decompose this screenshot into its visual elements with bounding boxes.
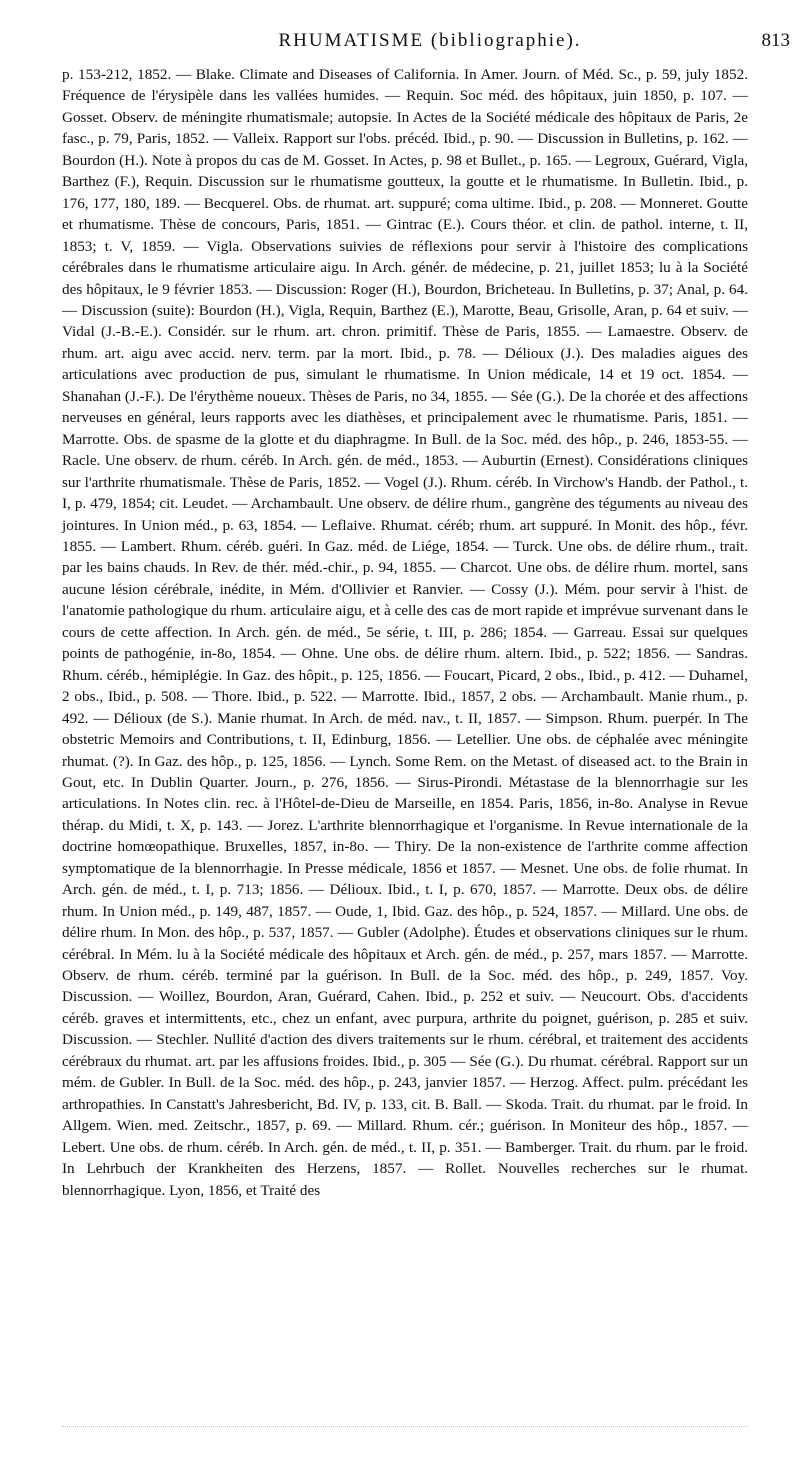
running-title: RHUMATISME (bibliographie). [278, 30, 582, 51]
bibliography-paragraph: p. 153-212, 1852. — Blake. Climate and Diseases of California. In Amer. Journ. of Méd. Sc., p. 59, july 1852. Fréquence de l'érysipèle dans les vallées humides. — Requin. Soc méd. des hôpitaux, juin 1850, p. 107. — Gosset. Observ. de méningite rhumatismale; autopsie. In Actes de la Société médicale des hôpitaux de Paris, 2e fasc., p. 79, Paris, 1852. — Valleix. Rapport sur l'obs. précéd. Ibid., p. 90. — Discussion in Bulletins, p. 162. — Bourdon (H.). Note à propos du cas de M. Gosset. In Actes, p. 98 et Bullet., p. 165. — Legroux, Guérard, Vigla, Barthez (F.), Requin. Discussion sur le rhumatisme goutteux, la goutte et le rhumatisme. In Bulletin. Ibid., p. 176, 177, 180, 189. — Becquerel. Obs. de rhumat. art. suppuré; coma ultime. Ibid., p. 208. — Monneret. Goutte et rhumatisme. Thèse de concours, Paris, 1851. — Gintrac (E.). Cours théor. et clin. de pathol. interne, t. II, 1853; t. V, 1859. — Vigla. Observations suivies de réflexions pour servir à l'histoire des complications cérébrales dans le rhumatisme articulaire aigu. In Arch. génér. de médecine, p. 21, juillet 1853; lu à la Société des hôpitaux, le 9 février 1853. — Discussion: Roger (H.), Bourdon, Bricheteau. In Bulletins, p. 37; Anal, p. 64. — Discussion (suite): Bourdon (H.), Vigla, Requin, Barthez (E.), Marotte, Beau, Grisolle, Aran, p. 64 et suiv. — Vidal (J.-B.-E.). Considér. sur le rhum. art. chron. primitif. Thèse de Paris, 1855. — Lamaestre. Observ. de rhum. art. aigu avec accid. nerv. term. par la mort. Ibid., p. 78. — Délioux (J.). Des maladies aigues des articulations avec production de pus, simulant le rhumatisme. In Union médicale, 14 et 19 oct. 1854. — Shanahan (J.-F.). De l'érythème noueux. Thèses de Paris, no 34, 1855. — Sée (G.). De la chorée et des affections nerveuses en général, leurs rapports avec les diathèses, et principalement avec le rhumatisme. Paris, 1851. — Marrotte. Obs. de spasme de la glotte et du diaphragme. In Bull. de la Soc. méd. des hôp., p. 246, 1853-55. — Racle. Une observ. de rhum. céréb. In Arch. gén. de méd., 1853. — Auburtin (Ernest). Considérations cliniques sur l'arthrite rhumatismale. Thèse de Paris, 1852. — Vogel (J.). Rhum. céréb. In Virchow's Handb. der Pathol., t. I, p. 479, 1854; cit. Leudet. — Archambault. Une observ. de délire rhum., gangrène des téguments au niveau des jointures. In Union méd., p. 63, 1854. — Leflaive. Rhumat. céréb; rhum. art suppuré. In Monit. des hôp., févr. 1855. — Lambert. Rhum. céréb. guéri. In Gaz. méd. de Liége, 1854. — Turck. Une obs. de délire rhum., trait. par les bains chauds. In Rev. de thér. méd.-chir., p. 94, 1855. — Charcot. Une obs. de délire rhum. mortel, sans aucune lésion cérébrale, inédite, in Mém. d'Ollivier et Ranvier. — Cossy (J.). Mém. pour servir à l'hist. de l'anatomie pathologique du rhum. articulaire aigu, et à celle des cas de mort rapide et imprévue survenant dans le cours de cette affection. In Arch. gén. de méd., 5e série, t. III, p. 286; 1854. — Garreau. Essai sur quelques points de pathogénie, in-8o, 1854. — Ohne. Une obs. de délire rhum. altern. Ibid., p. 522; 1856. — Sandras. Rhum. céréb., hémiplégie. In Gaz. des hôpit., p. 125, 1856. — Foucart, Picard, 2 obs., Ibid., p. 412. — Duhamel, 2 obs., Ibid., p. 508. — Thore. Ibid., p. 522. — Marrotte. Ibid., 1857, 2 obs. — Archambault. Manie rhum., p. 492. — Délioux (de S.). Manie rhumat. In Arch. de méd. nav., t. II, 1857. — Simpson. Rhum. puerpér. In The obstetric Memoirs and Contributions, t. II, Edinburg, 1856. — Letellier. Une obs. de céphalée avec méningite rhumat. (?). In Gaz. des hôp., p. 125, 1856. — Lynch. Some Rem. on the Metast. of diseased act. to the Brain in Gout, etc. In Dublin Quarter. Journ., p. 276, 1856. — Sirus-Pirondi. Métastase de la blennorrhagie sur les articulations. In Notes clin. rec. à l'Hôtel-de-Dieu de Marseille, en 1854. Paris, 1856, in-8o. Analyse in Revue thérap. du Midi, t. X, p. 143. — Jorez. L'arthrite blennorrhagique et l'organisme. In Revue internationale de la doctrine homœopathique. Bruxelles, 1857, in-8o. — Thiry. De la non-existence de l'arthrite comme affection symptomatique de la blennorrhagie. In Presse médicale, 1856 et 1857. — Mesnet. Une obs. de folie rhumat. In Arch. gén. de méd., t. I, p. 713; 1856. — Délioux. Ibid., t. I, p. 670, 1857. — Marrotte. Deux obs. de délire rhum. In Union méd., p. 149, 487, 1857. — Oude, 1, Ibid. Gaz. des hôp., p. 524, 1857. — Millard. Une obs. de délire rhum. In Mon. des hôp., p. 537, 1857. — Gubler (Adolphe). Études et observations cliniques sur le rhum. cérébral. In Mém. lu à la Société médicale des hôpitaux et Arch. gén. de méd., p. 257, mars 1857. — Marrotte. Observ. de rhum. céréb. terminé par la guérison. In Bull. de la Soc. méd. des hôp., p. 249, 1857. Voy. Discussion. — Woillez, Bourdon, Aran, Guérard, Cahen. Ibid., p. 252 et suiv. — Neucourt. Obs. d'accidents céréb. graves et intermittents, etc., chez un enfant, avec purpura, arthrite du poignet, guérison, p. 285 et suiv. Discussion. — Stechler. Nullité d'action des divers traitements sur le rhum. cérébral, et traitement des accidents cérébraux du rhumat. art. par les affusions froides. Ibid., p. 305 — Sée (G.). Du rhumat. cérébral. Rapport sur un mém. de Gubler. In Bull. de la Soc. méd. des hôp., p. 243, janvier 1857. — Herzog. Affect. pulm. précédant les arthropathies. In Canstatt's Jahresbericht, Bd. IV, p. 133, cit. B. Ball. — Skoda. Trait. du rhumat. par le froid. In Allgem. Wien. med. Zeitschr., 1857, p. 69. — Millard. Rhum. cér.; guérison. In Moniteur des hôp., 1857. — Lebert. Une obs. de rhum. céréb. In Arch. gén. de méd., t. II, p. 351. — Bamberger. Trait. du rhum. par le froid. In Lehrbuch der Krankheiten des Herzens, 1857. — Rollet. Nouvelles recherches sur le rhumat. blennorrhagique. Lyon, 1856, et Traité des [62, 66, 748, 1199]
page-header [60, 30, 800, 56]
footer-rule [62, 1426, 748, 1427]
page-number: 813 [761, 30, 790, 51]
